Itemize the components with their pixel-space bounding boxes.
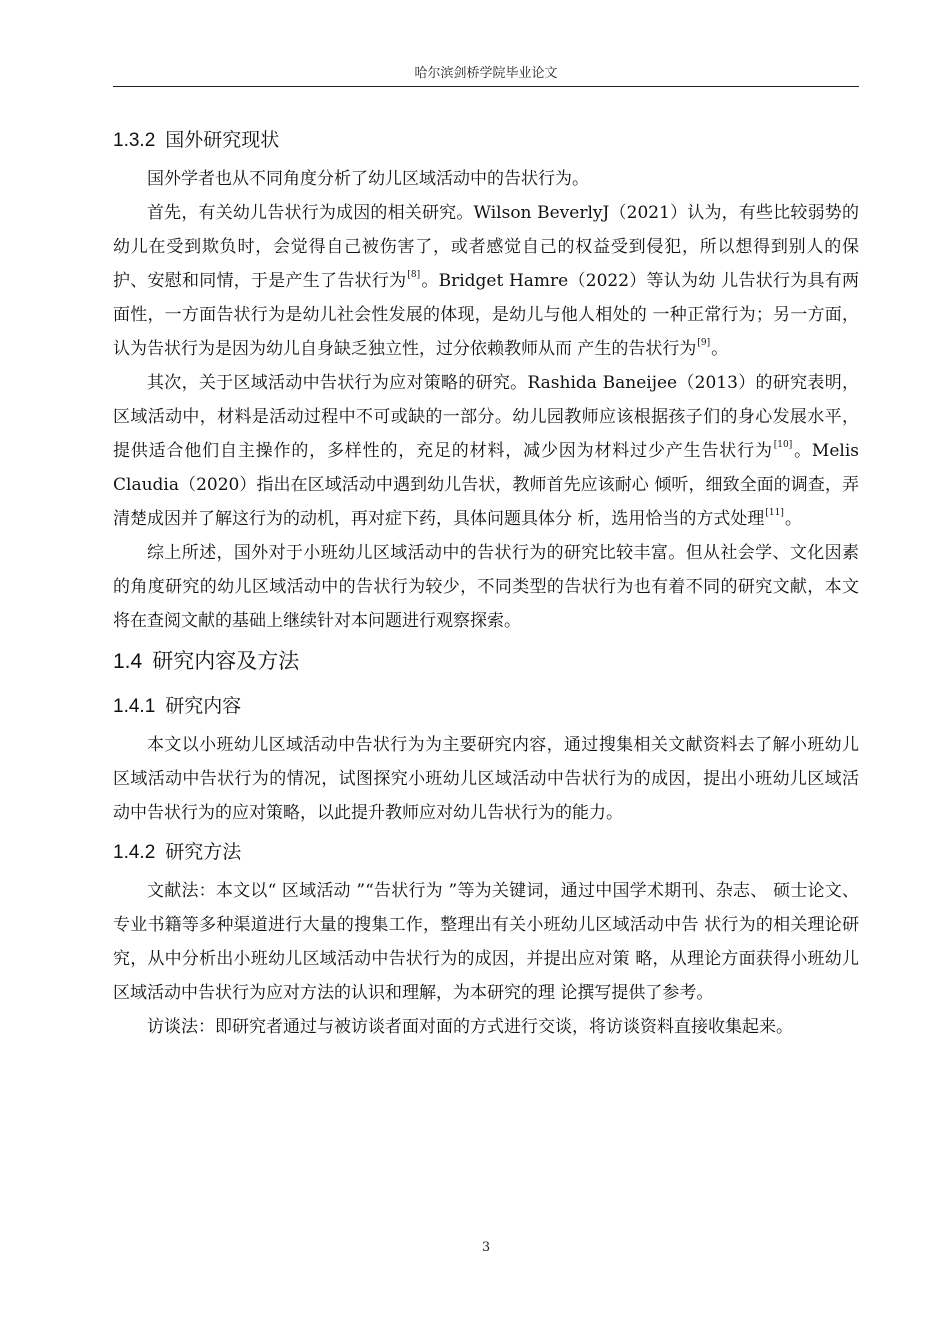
paragraph-strategies xyxy=(113,366,859,536)
paragraph-intro: 国外学者也从不同角度分析了幼儿区域活动中的告状行为。 xyxy=(147,169,589,189)
paragraph-text: 其次，关于区域活动中告状行为应对策略的研究。Rashida Baneijee（2013）的研究表明，区域活动中，材料是活动过程中不可或缺的一部分。幼儿园教师应该根据孩子们的身心发展水平，提供适合他们自主操作的，多样性的，充足的材料，减少因为材料过少产生告状行为 xyxy=(113,373,859,461)
section-title: 研究方法 xyxy=(165,841,242,863)
citation-11: [11] xyxy=(765,508,784,518)
paragraph-summary: 综上所述，国外对于小班幼儿区域活动中的告状行为的研究比较丰富。但从社会学、文化因素的角度研究的幼儿区域活动中的告状行为较少，不同类型的告状行为也有着不同的研究文献，本文将在查阅文献的基础上继续针对本问题进行观察探索。 xyxy=(113,543,859,631)
section-title: 研究内容 xyxy=(165,695,242,717)
section-number: 1.4.1 xyxy=(113,696,156,717)
paragraph-text: 。 xyxy=(711,339,729,359)
page-header: 哈尔滨剑桥学院毕业论文 xyxy=(414,66,558,81)
page-number: 3 xyxy=(481,1240,491,1255)
section-heading-1-4-1 xyxy=(113,684,859,728)
citation-8: [8] xyxy=(407,270,421,280)
paragraph-causes xyxy=(113,196,859,366)
section-number: 1.4 xyxy=(113,650,143,673)
citation-9: [9] xyxy=(697,338,711,348)
section-heading-1-4-2 xyxy=(113,830,859,874)
paragraph-interview-method: 访谈法：即研究者通过与被访谈者面对面的方式进行交谈，将访谈资料直接收集起来。 xyxy=(147,1017,793,1037)
section-number: 1.4.2 xyxy=(113,842,156,863)
paragraph-research-content: 本文以小班幼儿区域活动中告状行为为主要研究内容，通过搜集相关文献资料去了解小班幼儿区域活动中告状行为的情况，试图探究小班幼儿区域活动中告状行为的成因，提出小班幼儿区域活动中告状行为的应对策略，以此提升教师应对幼儿告状行为的能力。 xyxy=(113,735,859,823)
citation-10: [10] xyxy=(773,440,793,450)
header-rule xyxy=(113,86,859,87)
section-title: 国外研究现状 xyxy=(165,129,280,151)
section-heading-1-4 xyxy=(113,638,859,684)
paragraph-text: 。Melis Claudia（2020）指出在区域活动中遇到幼儿告状，教师首先应该耐心 倾听，细致全面的调查，弄清楚成因并了解这行为的动机，再对症下药，具体问题具体分 析，选用恰当的方式处理 xyxy=(113,441,859,529)
section-number: 1.3.2 xyxy=(113,130,156,151)
section-heading-1-3-2 xyxy=(113,118,859,162)
paragraph-text: 首先，有关幼儿告状行为成因的相关研究。Wilson BeverlyJ（2021）认为，有些比较弱势的幼儿在受到欺负时，会觉得自己被伤害了，或者感觉自己的权益受到侵犯，所以想得到别人的保护、安慰和同情，于是产生了告状行为 xyxy=(113,203,859,291)
paragraph-text: 。Bridget Hamre（2022）等认为幼 儿告状行为具有两面性，一方面告状行为是幼儿社会性发展的体现，是幼儿与他人相处的 一种正常行为；另一方面，认为告状行为是因为幼儿自身缺乏独立性，过分依赖教师从而 产生的告状行为 xyxy=(113,271,859,359)
paragraph-literature-method: 文献法：本文以“ 区域活动 ”“告状行为 ”等为关键词，通过中国学术期刊、杂志、 硕士论文、专业书籍等多种渠道进行大量的搜集工作，整理出有关小班幼儿区域活动中告 状行为的相关理论研究，从中分析出小班幼儿区域活动中告状行为的成因，并提出应对策 略，从理论方面获得小班幼儿区域活动中告状行为应对方法的认识和理解，为本研究的理 论撰写提供了参考。 xyxy=(113,881,859,1003)
section-title: 研究内容及方法 xyxy=(152,649,300,673)
paragraph-text: 。 xyxy=(784,509,802,529)
document-body xyxy=(113,118,859,1044)
